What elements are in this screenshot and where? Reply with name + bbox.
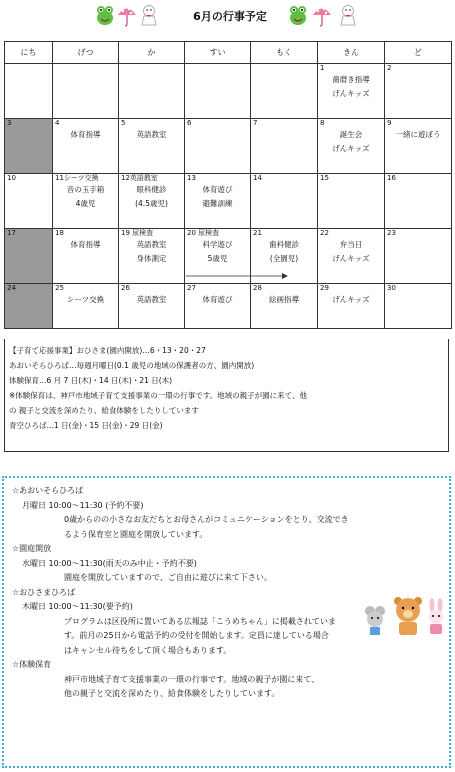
day-number: 10 [7, 174, 16, 182]
calendar-day-cell [53, 174, 119, 229]
calendar-event: (4.5歳児) [135, 198, 168, 208]
calendar-week-row [5, 174, 452, 229]
calendar-day-cell [5, 119, 53, 174]
day-number: 2 [387, 64, 392, 72]
calendar-week-row [5, 64, 452, 119]
day-number: 27 [187, 284, 196, 292]
teru-teru-bozu-icon [338, 4, 358, 28]
day-number: 14 [253, 174, 262, 182]
calendar-event: 体育遊び [202, 295, 233, 304]
calendar-day-cell [185, 119, 251, 174]
day-number: 11シーツ交換 [55, 174, 99, 182]
calendar-day-cell [5, 229, 53, 284]
calendar-event: 絵画指導 [269, 295, 299, 304]
day-number: 6 [187, 119, 192, 127]
section-time: 水曜日 10:00～11:30(雨天のみ中止・予約不要) [22, 558, 197, 568]
section-text: るよう保育室と園庭を開放しています。 [64, 529, 208, 539]
day-number: 17 [7, 229, 16, 237]
calendar-event: 誕生会 [339, 130, 363, 139]
calendar-event: 音の玉手箱 [66, 185, 105, 194]
calendar-day-cell [385, 284, 452, 329]
calendar-event: 体育指導 [70, 130, 101, 139]
section-text: はキャンセル待ちをして頂く場合もあります。 [64, 645, 232, 655]
weekday-header-row [5, 42, 452, 64]
calendar-day-cell [385, 174, 452, 229]
calendar-day-cell [318, 119, 385, 174]
calendar-event: 体育指導 [70, 240, 101, 249]
section-text: 神戸市地域子育て支援事業の一環の行事です。地域の親子が園に来て、 [64, 674, 320, 684]
calendar-day-cell [251, 64, 318, 119]
calendar-day-cell [251, 119, 318, 174]
weekday-header: にち [5, 42, 53, 64]
arrow-icon [186, 272, 290, 280]
day-number: 22 [320, 229, 329, 237]
info-section [4, 339, 449, 452]
day-number: 4 [55, 119, 60, 127]
calendar-day-cell [53, 119, 119, 174]
calendar-day-cell [385, 229, 452, 284]
day-number: 21 [253, 229, 262, 237]
frog-icon [95, 4, 115, 28]
day-number: 30 [387, 284, 396, 292]
section-heading: ☆おひさまひろば [12, 587, 76, 597]
day-number: 13 [187, 174, 196, 182]
calendar-event: 英語教室 [136, 130, 167, 139]
weekday-header: もく [251, 42, 318, 64]
calendar-event: 4歳児 [75, 198, 96, 208]
section-text: す。前月の25日から電話予約の受付を開始します。定員に達している場合 [64, 631, 329, 640]
calendar-day-cell [318, 229, 385, 284]
calendar-week-row [5, 284, 452, 329]
info-line: の 親子と交流を深めたり、給食体験をしたりしています [9, 406, 199, 415]
section-time: 木曜日 10:00～11:30(要予約) [22, 602, 133, 611]
day-number: 29 [320, 284, 329, 292]
calendar-event: 科学遊び [202, 240, 233, 249]
day-number: 15 [320, 174, 329, 182]
section-text: 他の親子と交流を深めたり、給食体験をしたりしています。 [64, 689, 280, 698]
day-number [5, 64, 52, 65]
calendar-day-cell [251, 284, 318, 329]
calendar-event: 5歳児 [207, 253, 228, 263]
section-time: 月曜日 10:00～11:30 (予約不要) [22, 500, 144, 510]
day-number: 25 [55, 284, 64, 292]
section-heading: ☆園庭開放 [12, 544, 52, 553]
calendar-day-cell [119, 229, 185, 284]
calendar-event: 英語教室 [136, 295, 167, 304]
section-heading: ☆あおいそらひろば [12, 486, 84, 495]
umbrella-icon [117, 4, 137, 28]
info-line: 体験保育…6 月 7 日(木)・14 日(木)・21 日(木) [9, 376, 173, 385]
umbrella-icon [312, 4, 332, 28]
day-number: 24 [7, 284, 16, 292]
info-line: 【子育て応援事業】おひさま(園内開放)…6・13・20・27 [9, 346, 206, 355]
day-number [119, 64, 184, 65]
calendar-day-cell [5, 64, 53, 119]
day-number: 20 尿検査 [187, 229, 220, 237]
calendar-event: 弁当日 [339, 240, 363, 249]
section-text: プログラムは区役所に置いてある広報誌「こうめちゃん」に掲載されていま [64, 616, 336, 626]
day-number [251, 64, 317, 65]
calendar-day-cell [185, 174, 251, 229]
section-text: 園庭を開放していますので、ご自由に遊びに来て下さい。 [64, 573, 272, 582]
day-number: 18 [55, 229, 64, 237]
weekday-header: げつ [53, 42, 119, 64]
program-box [2, 476, 451, 768]
day-number: 19 尿検査 [121, 229, 154, 237]
calendar-event: げんキッズ [332, 253, 370, 263]
animals-illustration [362, 595, 450, 637]
day-number: 7 [253, 119, 258, 127]
calendar-event: げんキッズ [332, 143, 370, 153]
calendar-day-cell [318, 64, 385, 119]
calendar-day-cell [53, 284, 119, 329]
weekday-header: きん [318, 42, 385, 64]
calendar-table [4, 41, 452, 329]
day-number: 1 [320, 64, 325, 72]
day-number: 28 [253, 284, 262, 292]
calendar-day-cell [119, 174, 185, 229]
calendar-event: 歯磨き指導 [332, 75, 370, 84]
calendar-event: シーツ交換 [66, 295, 105, 304]
calendar-event: 一緒に遊ぼう [395, 130, 441, 139]
calendar-week-row [5, 119, 452, 174]
calendar-event: 体育遊び [202, 185, 233, 194]
weekday-header: か [119, 42, 185, 64]
calendar-event: げんキッズ [332, 295, 370, 304]
info-line: 青空ひろば…1 日(金)・15 日(金)・29 日(金) [9, 421, 163, 430]
calendar-day-cell [318, 284, 385, 329]
frog-icon [288, 4, 308, 28]
day-number: 9 [387, 119, 392, 127]
calendar-day-cell [53, 64, 119, 119]
calendar-day-cell [119, 284, 185, 329]
section-heading: ☆体験保育 [12, 660, 52, 669]
day-number: 16 [387, 174, 396, 182]
calendar-day-cell [251, 174, 318, 229]
calendar-day-cell [185, 64, 251, 119]
calendar-day-cell [385, 64, 452, 119]
day-number [185, 64, 250, 65]
info-line: ※体験保育は、神戸市地域子育て支援事業の一環の行事です。地域の親子が園に来て、他 [9, 391, 308, 400]
header [0, 0, 455, 40]
day-number: 8 [320, 119, 325, 127]
calendar-day-cell [119, 64, 185, 119]
calendar-day-cell [5, 284, 53, 329]
day-number: 23 [387, 229, 396, 237]
page-title: 6月の行事予定 [193, 10, 267, 23]
teru-teru-bozu-icon [139, 4, 159, 28]
weekday-header: ど [385, 42, 452, 64]
calendar-day-cell [318, 174, 385, 229]
calendar-day-cell [5, 174, 53, 229]
calendar-event: (全園児) [269, 253, 299, 263]
section-text: 0歳からのの小さなお友だちとお母さんがコミュニケーションをとり、交流でき [64, 515, 349, 524]
day-number: 5 [121, 119, 126, 127]
calendar-event: 身体測定 [136, 253, 167, 263]
calendar-event: 歯科健診 [269, 240, 299, 249]
day-number: 3 [7, 119, 12, 127]
calendar-event: 英語教室 [136, 240, 167, 249]
calendar-day-cell [185, 284, 251, 329]
calendar-event: 眼科健診 [136, 185, 167, 194]
calendar-day-cell [385, 119, 452, 174]
calendar-event: 避難訓練 [202, 198, 233, 208]
info-line: あおいそらひろば…毎週月曜日(0.1 歳児の地域の保護者の方、園内開放) [9, 361, 255, 370]
weekday-header: すい [185, 42, 251, 64]
calendar-day-cell [119, 119, 185, 174]
calendar-event: げんキッズ [332, 88, 370, 98]
day-number [53, 64, 118, 65]
day-number: 26 [121, 284, 130, 292]
calendar-day-cell [53, 229, 119, 284]
day-number: 12英語教室 [121, 174, 158, 182]
